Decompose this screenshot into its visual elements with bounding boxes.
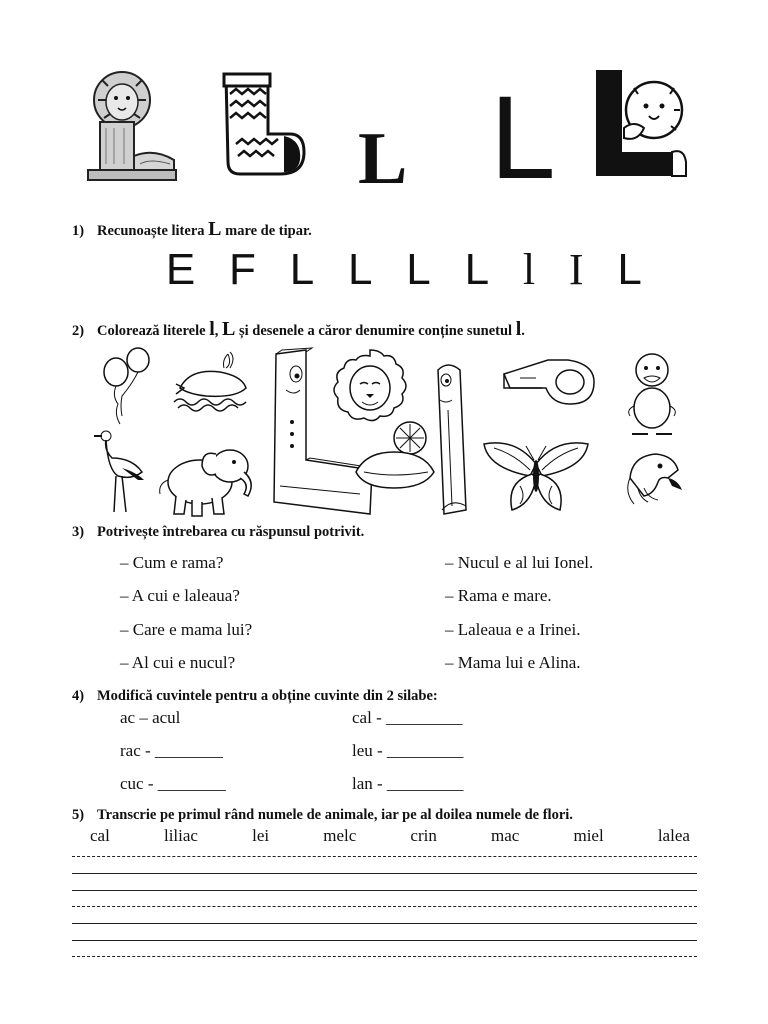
highlight-letter: l [515, 318, 522, 340]
eagle-icon [620, 448, 684, 508]
sock-letter-l-icon [218, 72, 306, 178]
answer-line: – Mama lui e Alina. [445, 653, 581, 672]
question-number: 2) [72, 323, 85, 339]
question-4-heading [72, 688, 438, 705]
word-exercise-item: lan - _________ [352, 774, 464, 793]
question-number: 3) [72, 524, 85, 540]
duck-icon [622, 350, 682, 440]
letter-option: F [228, 245, 256, 294]
question-line: – Cum e rama? [120, 553, 224, 572]
word-bank-item: melc [323, 826, 357, 845]
butterfly-icon [480, 434, 592, 516]
question-2-heading [72, 318, 525, 341]
question-number: 4) [72, 688, 85, 704]
question-text: și desenele a căror denumire conține sunetul [235, 323, 516, 339]
writing-line-dashed [72, 956, 697, 957]
question-text: Colorează literele [97, 323, 210, 339]
lion-block-letter-icon [594, 68, 688, 180]
elephant-icon [156, 436, 260, 520]
word-exercise-item: cuc - ________ [120, 774, 226, 793]
balloons-icon [96, 346, 156, 426]
word-exercise-item: cal - _________ [352, 708, 463, 727]
question-number: 1) [72, 223, 85, 239]
word-bank-item: lei [252, 826, 270, 845]
letter-option: I [568, 245, 584, 294]
writing-line-solid [72, 940, 697, 941]
question-line: – A cui e laleaua? [120, 586, 240, 605]
highlight-letter: L [208, 218, 222, 240]
question-text: , [214, 323, 223, 339]
question-text: Recunoaște litera [97, 223, 209, 239]
whale-icon [172, 348, 252, 414]
answer-line: – Rama e mare. [445, 586, 552, 605]
letter-option: L [464, 245, 490, 294]
lion-head-icon [330, 346, 410, 426]
writing-line-solid [72, 923, 697, 924]
word-exercise-item: ac – acul [120, 708, 181, 727]
word-bank-item: liliac [163, 826, 198, 845]
writing-line-solid [72, 873, 697, 874]
writing-line-dashed [72, 906, 697, 907]
word-bank-item: cal [90, 826, 110, 845]
question-text: Potrivește întrebarea cu răspunsul potrivit. [97, 524, 365, 540]
question-text: Modifică cuvintele pentru a obține cuvinte din 2 silabe: [97, 688, 438, 704]
word-exercise-item: rac - ________ [120, 741, 223, 760]
question-3-heading [72, 524, 364, 541]
word-bank [90, 826, 690, 846]
letter-option: L [289, 245, 315, 294]
question-line: – Care e mama lui? [120, 620, 253, 639]
question-line: – Al cui e nucul? [120, 653, 236, 672]
writing-line-dashed [72, 856, 697, 857]
letter-option: L [347, 245, 373, 294]
word-bank-item: mac [491, 826, 520, 845]
header-letter-l-sans: L [490, 72, 556, 204]
word-bank-item: miel [573, 826, 604, 845]
letter-l-lowercase-character-icon [428, 360, 476, 520]
question-text: . [521, 323, 525, 339]
whistle-icon [500, 354, 596, 412]
letter-recognition-row [132, 244, 642, 295]
answer-line: – Nucul e al lui Ionel. [445, 553, 594, 572]
lion-letter-l-icon [84, 70, 180, 182]
question-number: 5) [72, 807, 85, 823]
question-5-heading [72, 807, 573, 824]
word-exercise-item: leu - _________ [352, 741, 464, 760]
word-bank-item: lalea [657, 826, 690, 845]
letter-option: L [406, 245, 431, 294]
highlight-letter: l [209, 318, 215, 340]
question-1-heading [72, 218, 312, 241]
lemon-icon [352, 420, 436, 492]
letter-option: l [522, 245, 536, 294]
question-text: Transcrie pe primul rând numele de animale, iar pe al doilea numele de flori. [97, 807, 573, 823]
letter-option: E [165, 245, 196, 294]
word-bank-item: crin [410, 826, 437, 845]
header-letter-l-serif: L [358, 118, 408, 200]
letter-option: L [617, 245, 642, 294]
stork-icon [92, 428, 152, 514]
answer-line: – Laleaua e a Irinei. [445, 620, 581, 639]
highlight-letter: L [222, 318, 236, 340]
question-text: mare de tipar. [221, 223, 312, 239]
writing-line-solid [72, 890, 697, 891]
